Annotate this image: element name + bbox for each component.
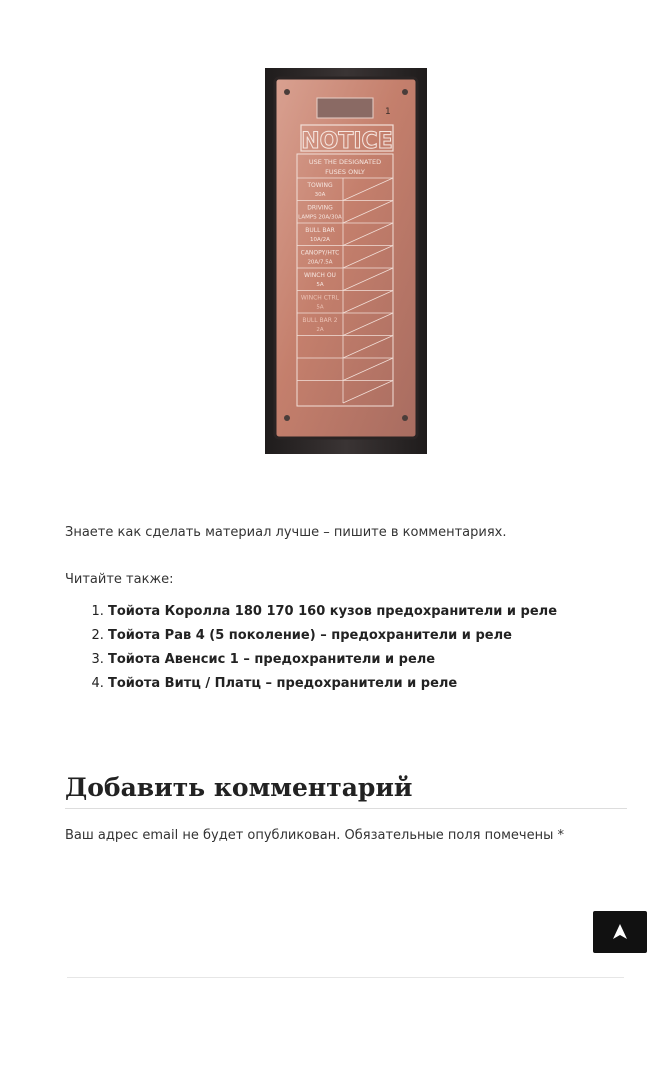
fuse-box-label-image xyxy=(265,68,427,454)
fuse-rating: 10A/2A xyxy=(310,237,330,243)
fuse-rating: 5A xyxy=(316,304,324,311)
fuse-box-photo xyxy=(265,68,427,454)
fuse-rating: LAMPS 20A/30A xyxy=(298,214,342,221)
list-item xyxy=(108,600,557,624)
screw-icon xyxy=(402,415,408,421)
instruction-line: USE THE DESIGNATED xyxy=(308,158,382,166)
fuse-name: WINCH CTRL xyxy=(300,294,340,302)
fuse-rating: 2A xyxy=(316,327,324,333)
arrow-up-icon xyxy=(610,922,630,942)
fuse-rating: 20A/7.5A xyxy=(307,259,333,266)
fuse-name: DRIVING xyxy=(307,204,333,212)
barcode-sticker xyxy=(317,98,373,118)
comment-notes: Ваш адрес email не будет опубликован. Обязательные поля помечены * xyxy=(65,828,564,843)
divider xyxy=(67,977,624,978)
related-articles-list xyxy=(65,600,557,696)
article-intro: Знаете как сделать материал лучше – пишите в комментариях. xyxy=(65,525,507,540)
fuse-name: TOWING xyxy=(307,182,333,189)
related-link-avensis[interactable]: Тойота Авенсис 1 – предохранители и реле xyxy=(108,652,436,667)
list-item xyxy=(108,672,557,696)
add-comment-title: Добавить комментарий xyxy=(65,773,413,802)
fuse-rating: 30A xyxy=(314,192,326,198)
related-link-rav4[interactable]: Тойота Рав 4 (5 поколение) – предохранители и реле xyxy=(108,628,512,643)
see-also-label: Читайте также: xyxy=(65,572,174,587)
fuse-name: CANOPY/HTC xyxy=(300,249,340,257)
notice-heading: NOTICE xyxy=(301,129,393,154)
divider xyxy=(65,808,627,809)
fuse-name: BULL BAR 2 xyxy=(302,317,338,324)
fuse-name: BULL BAR xyxy=(305,227,335,234)
scroll-to-top-button[interactable] xyxy=(593,911,647,953)
label-number: 1 xyxy=(385,107,391,117)
screw-icon xyxy=(284,415,290,421)
instruction-line: FUSES ONLY xyxy=(325,168,365,176)
list-item xyxy=(108,624,557,648)
related-link-vitz[interactable]: Тойота Витц / Платц – предохранители и реле xyxy=(108,676,458,691)
fuse-rating: 5A xyxy=(316,282,324,288)
fuse-name: WINCH OU xyxy=(304,272,336,279)
list-item xyxy=(108,648,557,672)
related-link-corolla[interactable]: Тойота Королла 180 170 160 кузов предохранители и реле xyxy=(108,604,558,619)
screw-icon xyxy=(284,89,290,95)
screw-icon xyxy=(402,89,408,95)
